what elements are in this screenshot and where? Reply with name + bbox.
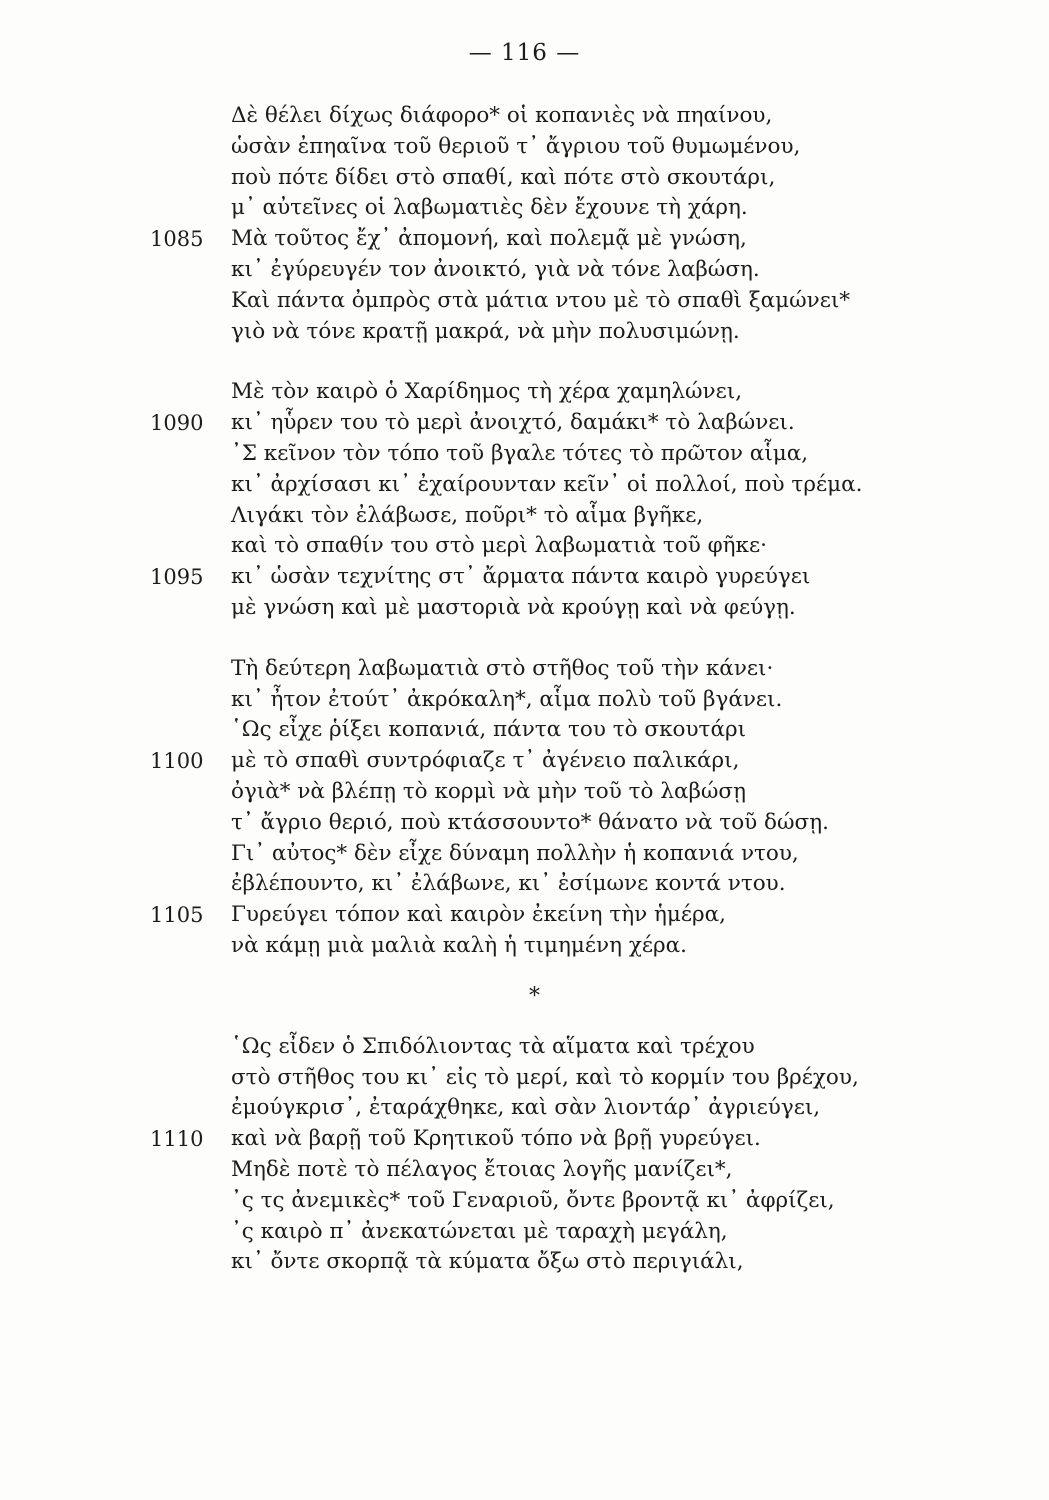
stanza-2 [0, 377, 1049, 623]
verse-line [0, 654, 1049, 685]
verse-text: κι᾽ ἀρχίσασι κι᾽ ἐχαίρουνταν κεῖν᾽ οἱ πολλοί, ποὺ τρέμα. [231, 471, 863, 497]
verse-line [0, 286, 1049, 317]
verse-text: κι᾽ ηὗρεν του τὸ μερὶ ἀνοιχτό, δαμάκι* τὸ λαβώνει. [231, 410, 795, 436]
verse-line [0, 408, 1049, 439]
verse-line [0, 501, 1049, 532]
verse-line [0, 224, 1049, 255]
verse-line [0, 746, 1049, 777]
verse-text: Γι᾽ αὐτος* δὲν εἶχε δύναμη πολλὴν ἡ κοπανιά ντου, [231, 840, 799, 866]
verse-line [0, 255, 1049, 286]
verse-text: ῾Ως εἶδεν ὁ Σπιδόλιοντας τὰ αἵματα καὶ τρέχου [231, 1033, 755, 1059]
verse-line [0, 1093, 1049, 1124]
verse-text: γιὸ νὰ τόνε κρατῇ μακρά, νὰ μὴν πολυσιμώνῃ. [231, 318, 740, 344]
verse-line [0, 1124, 1049, 1155]
verse-text: τ᾽ ἄγριο θεριό, ποὺ κτάσσουντο* θάνατο νὰ τοῦ δώσῃ. [231, 809, 829, 835]
verse-line [0, 808, 1049, 839]
verse-text: μὲ τὸ σπαθὶ συντρόφιαζε τ᾽ ἀγένειο παλικάρι, [231, 748, 740, 774]
verse-line [0, 317, 1049, 348]
line-number: 1100 [150, 749, 204, 774]
verse-text: ᾽ς τς ἀνεμικὲς* τοῦ Γεναριοῦ, ὄντε βροντᾷ κι᾽ ἀφρίζει, [231, 1187, 835, 1213]
line-number: 1105 [150, 903, 204, 928]
verse-text: καὶ τὸ σπαθίν του στὸ μερὶ λαβωματιὰ τοῦ φῆκε· [231, 533, 767, 559]
verse-text: ἐβλέπουντο, κι᾽ ἐλάβωνε, κι᾽ ἐσίμωνε κοντά ντου. [231, 871, 786, 897]
verse-line [0, 377, 1049, 408]
line-number: 1110 [150, 1127, 204, 1152]
verse-line [0, 685, 1049, 716]
verse-text: Μηδὲ ποτὲ τὸ πέλαγος ἔτοιας λογῆς μανίζει*, [231, 1156, 733, 1182]
verse-text: ῾Ως εἶχε ῥίξει κοπανιά, πάντα του τὸ σκουτάρι [231, 717, 747, 743]
verse-text: Μὲ τὸν καιρὸ ὁ Χαρίδημος τὴ χέρα χαμηλώνει, [231, 379, 743, 405]
section-separator: * [529, 983, 540, 1009]
verse-line [0, 1186, 1049, 1217]
verse-line [0, 839, 1049, 870]
verse-text: Γυρεύγει τόπον καὶ καιρὸν ἐκείνη τὴν ἡμέρα, [231, 902, 726, 928]
verse-text: Τὴ δεύτερη λαβωματιὰ στὸ στῆθος τοῦ τὴν κάνει· [231, 655, 774, 681]
verse-line [0, 715, 1049, 746]
verse-line [0, 193, 1049, 224]
verse-text: νὰ κάμῃ μιὰ μαλιὰ καλὴ ἡ τιμημένη χέρα. [231, 932, 687, 958]
verse-line [0, 869, 1049, 900]
verse-line [0, 132, 1049, 163]
page-number: — 116 — [468, 40, 581, 66]
verse-text: μὲ γνώση καὶ μὲ μαστοριὰ νὰ κρούγῃ καὶ νὰ φεύγῃ. [231, 594, 796, 620]
verse-text: κι᾽ ἦτον ἐτούτ᾽ ἀκρόκαλη*, αἷμα πολὺ τοῦ βγάνει. [231, 686, 783, 712]
verse-text: κι᾽ ὡσὰν τεχνίτης στ᾽ ἄρματα πάντα καιρὸ γυρεύγει [231, 564, 811, 590]
verse-line [0, 593, 1049, 624]
verse-text: ᾽Σ κεῖνον τὸν τόπο τοῦ βγαλε τότες τὸ πρῶτον αἷμα, [231, 440, 809, 466]
verse-line [0, 470, 1049, 501]
verse-line [0, 1155, 1049, 1186]
verse-line [0, 1247, 1049, 1278]
verse-line [0, 1217, 1049, 1248]
verse-text: ἐμούγκρισ᾽, ἐταράχθηκε, καὶ σὰν λιοντάρ᾽ ἀγριεύγει, [231, 1095, 821, 1121]
stanza-1 [0, 101, 1049, 347]
verse-line [0, 101, 1049, 132]
verse-text: κι᾽ ὄντε σκορπᾷ τὰ κύματα ὄξω στὸ περιγιάλι, [231, 1249, 744, 1275]
verse-text: κι᾽ ἐγύρευγέν τον ἀνοικτό, γιὰ νὰ τόνε λαβώση. [231, 256, 760, 282]
verse-text: ποὺ πότε δίδει στὸ σπαθί, καὶ πότε στὸ σκουτάρι, [231, 164, 776, 190]
verse-text: μ᾽ αὐτεῖνες οἱ λαβωματιὲς δὲν ἔχουνε τὴ χάρη. [231, 195, 748, 221]
verse-text: Μὰ τοῦτος ἔχ᾽ ἀπομονή, καὶ πολεμᾷ μὲ γνώση, [231, 226, 747, 252]
verse-line [0, 900, 1049, 931]
verse-line [0, 562, 1049, 593]
poem-body [0, 101, 1049, 1278]
verse-text: ὀγιὰ* νὰ βλέπῃ τὸ κορμὶ νὰ μὴν τοῦ τὸ λαβώσῃ [231, 778, 746, 804]
verse-line [0, 439, 1049, 470]
stanza-4 [0, 1032, 1049, 1278]
verse-line [0, 531, 1049, 562]
verse-text: ὡσὰν ἐπηαῖνα τοῦ θεριοῦ τ᾽ ἄγριου τοῦ θυμωμένου, [231, 133, 801, 159]
verse-text: Καὶ πάντα ὀμπρὸς στὰ μάτια ντου μὲ τὸ σπαθὶ ξαμώνει* [231, 287, 851, 313]
line-number: 1095 [150, 565, 204, 590]
verse-line [0, 777, 1049, 808]
stanza-3 [0, 654, 1049, 962]
verse-text: στὸ στῆθος του κι᾽ εἰς τὸ μερί, καὶ τὸ κορμίν του βρέχου, [231, 1064, 859, 1090]
verse-text: ᾽ς καιρὸ π᾽ ἀνεκατώνεται μὲ ταραχὴ μεγάλη, [231, 1218, 728, 1244]
verse-line [0, 1032, 1049, 1063]
verse-text: Λιγάκι τὸν ἐλάβωσε, ποῦρι* τὸ αἷμα βγῆκε, [231, 502, 704, 528]
verse-line [0, 1063, 1049, 1094]
verse-text: Δὲ θέλει δίχως διάφορο* οἱ κοπανιὲς νὰ πηαίνου, [231, 103, 773, 128]
verse-line [0, 163, 1049, 194]
verse-line [0, 931, 1049, 962]
verse-text: καὶ νὰ βαρῇ τοῦ Κρητικοῦ τόπο νὰ βρῇ γυρεύγει. [231, 1126, 761, 1152]
line-number: 1085 [150, 227, 204, 252]
line-number: 1090 [150, 411, 204, 436]
